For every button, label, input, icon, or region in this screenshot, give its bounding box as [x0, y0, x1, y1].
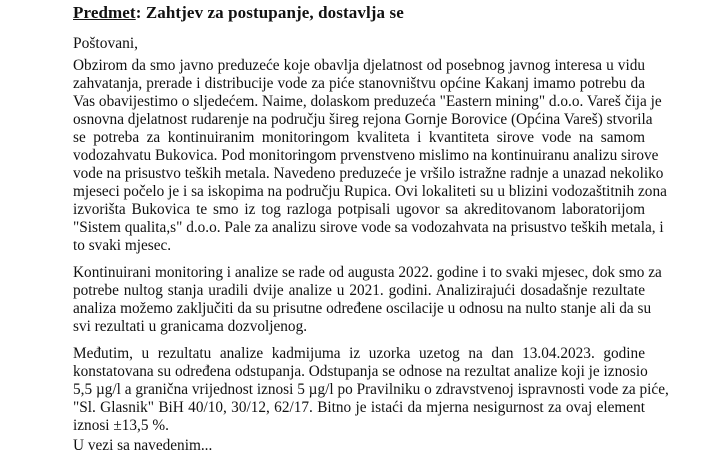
- paragraph-3-line-1: Međutim, u rezultatu analize kadmijuma iz uzorka uzetog na dan 13.04.2023. godine: [73, 345, 645, 362]
- paragraph-1-line-7: vode na prisustvo teških metala. Navedeno preduzeće je vršilo istražne radnje a unazad nekoliko: [73, 165, 664, 182]
- paragraph-1-line-9: izvorišta Bukovica te smo iz tog razloga potpisali ugovor sa akreditovanom laboratorijom: [73, 201, 645, 218]
- paragraph-2-line-4: svi rezultati u granicama dozvoljenog.: [73, 318, 308, 335]
- paragraph-1-line-10: "Sistem qualita,s" d.o.o. Pale za analizu sirove vode sa vodozahvata na prisustvo teških metala, i: [73, 219, 664, 236]
- paragraph-3-line-3: 5,5 µg/l a granična vrijednost iznosi 5 µg/l po Pravilniku o zdravstvenoj ispravnosti vode za piće,: [73, 381, 669, 398]
- paragraph-1-line-8: mjeseci počelo je i sa iskopima na području Rupica. Ovi lokaliteti su u blizini vodozaštitnih zona: [73, 183, 667, 200]
- paragraph-1-line-6: vodozahvatu Bukovica. Pod monitoringom prvenstveno mislimo na kontinuiranu analizu sirove: [73, 147, 659, 164]
- paragraph-2-line-2: potrebe nultog stanja uradili dvije analize u 2021. godini. Analizirajući dosadašnje rezultate: [73, 282, 645, 299]
- paragraph-3-line-2: konstatovana su određena odstupanja. Odstupanja se odnose na rezultat analize koji je iznosio: [73, 363, 648, 380]
- paragraph-1-line-3: Vas obavijestimo o sljedećem. Naime, dolaskom preduzeća "Eastern mining" d.o.o. Vareš čija je: [73, 93, 662, 110]
- subject-text: : Zahtjev za postupanje, dostavlja se: [135, 3, 404, 22]
- paragraph-1-line-11: to svaki mjesec.: [73, 237, 172, 254]
- paragraph-3-line-5: iznosi ±13,5 %.: [73, 417, 169, 434]
- subject-line: [73, 3, 404, 23]
- paragraph-2-line-1: Kontinuirani monitoring i analize se rade od augusta 2022. godine i to svaki mjesec, dok smo za: [73, 264, 662, 281]
- paragraph-1-line-5: se potreba za kontinuiranim monitoringom kvaliteta i kvantiteta sirove vode na samom: [73, 129, 645, 146]
- paragraph-1-line-4: osnovna djelatnost rudarenje na području šireg rejona Gornje Borovice (Općina Vareš) stvorila: [73, 111, 653, 128]
- paragraph-3-line-4: "Sl. Glasnik" BiH 40/10, 30/12, 62/17. Bitno je istaći da mjerna nesigurnost za ovaj element: [73, 399, 645, 416]
- paragraph-2-line-3: analiza možemo zaključiti da su prisutne određene oscilacije u odnosu na nulto stanje ali da su: [73, 300, 652, 317]
- subject-label: Predmet: [73, 3, 136, 22]
- greeting: Poštovani,: [73, 35, 139, 52]
- cut-off-line: U vezi sa navedenim...: [73, 437, 213, 454]
- paragraph-1-line-1: Obzirom da smo javno preduzeće koje obavlja djelatnost od posebnog javnog interesa u vidu: [73, 57, 645, 74]
- paragraph-1-line-2: zahvatanja, prerade i distribucije vode za piće stanovništvu općine Kakanj imamo potrebu da: [73, 75, 645, 92]
